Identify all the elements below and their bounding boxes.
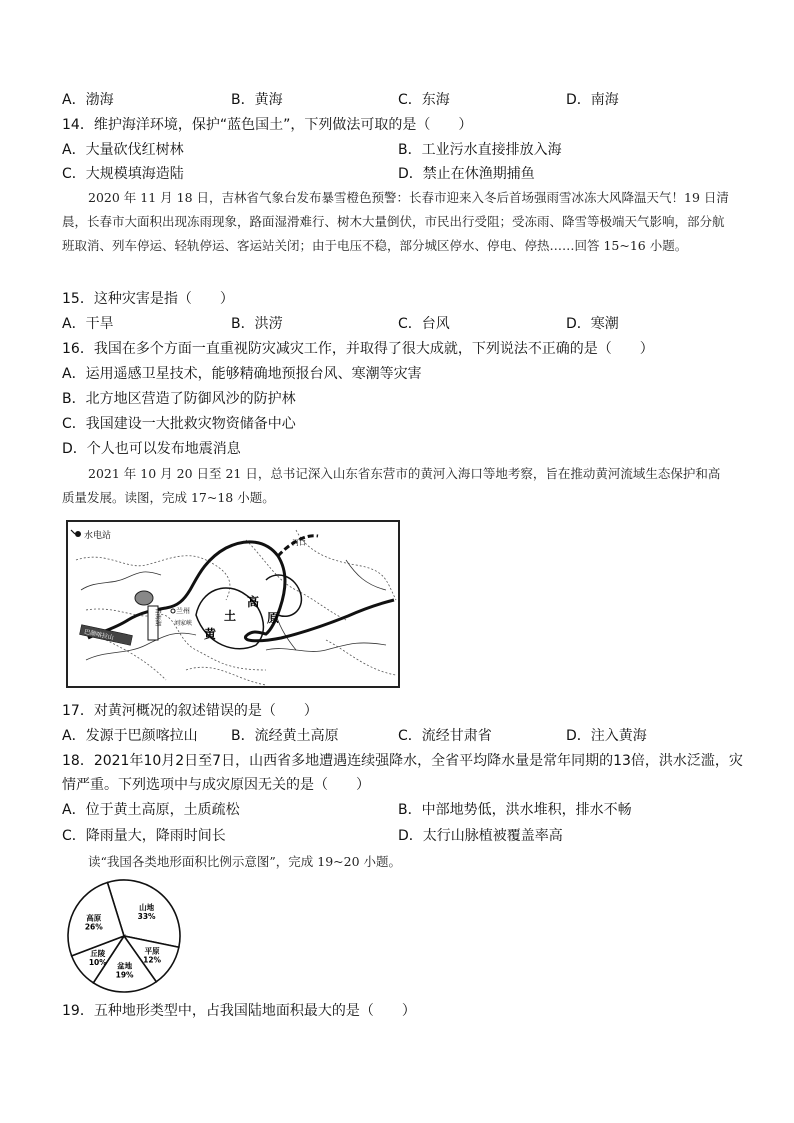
- q16-stem: 16．我国在多个方面一直重视防灾减灾工作，并取得了很大成就，下列说法不正确的是（ ）: [62, 341, 654, 357]
- pie-label-basin: 盆地: [117, 961, 133, 971]
- q13-option-d: D．南海: [566, 92, 619, 108]
- pie-value-plain: 12%: [143, 955, 162, 965]
- map-label-liujiaxia: 刘家峡: [174, 620, 193, 627]
- map-label-huang: 黄: [204, 627, 217, 641]
- q18-stem-line1: 18．2021年10月2日至7日，山西省多地遭遇连续强降水，全省平均降水量是常年同期的13倍，洪水泛滥，灾: [62, 753, 743, 769]
- q15-option-a: A．干旱: [62, 316, 114, 332]
- passage-17-18: [62, 462, 732, 510]
- map-label-vertical: 青海湖: [154, 608, 161, 627]
- pie-value-mountain: 33%: [137, 912, 156, 922]
- map-label-tu: 土: [224, 609, 237, 623]
- pie-value-basin: 19%: [115, 970, 134, 980]
- q13-option-a: A．渤海: [62, 92, 114, 108]
- pie-value-hill: 10%: [88, 958, 107, 967]
- q16-option-a: A．运用遥感卫星技术，能够精确地预报台风、寒潮等灾害: [62, 366, 422, 382]
- q17-option-a: A．发源于巴颜喀拉山: [62, 728, 198, 744]
- pie-label-mountain: 山地: [139, 903, 155, 913]
- pie-value-plateau: 26%: [84, 922, 103, 932]
- passage-17-18-text: 2021 年 10 月 20 日至 21 日，总书记深入山东省东营市的黄河入海口等地考察，旨在推动黄河流域生态保护和高质量发展。读图，完成 17~18 小题。: [62, 466, 721, 505]
- q14-stem: 14．维护海洋环境，保护“蓝色国土”，下列做法可取的是（ ）: [62, 117, 473, 133]
- passage-15-16-text: 2020 年 11 月 18 日，吉林省气象台发布暴雪橙色预警：长春市迎来入冬后首场强雨雪冰冻大风降温天气！19 日清晨，长春市大面积出现冻雨现象，路面湿滑难行、树木大量倒伏，市民出行受阻；受冻雨、降雪等极端天气影响，部分航班取消、列车停运、轻轨停运、客运站关闭；由于电压不稳，部分城区停水、停电、停热……回答 15~16 小题。: [62, 190, 729, 253]
- q15-option-c: C．台风: [398, 316, 450, 332]
- terrain-pie-chart: [64, 876, 184, 996]
- map-label-river-mouth: 河口: [292, 539, 306, 547]
- map-label-lanzhou: 兰州: [176, 607, 190, 615]
- q19-stem: 19．五种地形类型中，占我国陆地面积最大的是（ ）: [62, 1003, 416, 1019]
- q15-option-d: D．寒潮: [566, 316, 619, 332]
- q18-stem-line2: 情严重。下列选项中与成灾原因无关的是（ ）: [62, 777, 370, 793]
- q18-option-c: C．降雨量大，降雨时间长: [62, 828, 226, 844]
- pie-label-plain: 平原: [144, 946, 160, 956]
- passage-15-16: [62, 186, 732, 258]
- q14-option-b: B．工业污水直接排放入海: [398, 142, 562, 158]
- q14-option-d: D．禁止在休渔期捕鱼: [398, 166, 535, 182]
- q13-option-b: B．黄海: [231, 92, 283, 108]
- q17-option-c: C．流经甘肃省: [398, 728, 492, 744]
- map-label-yuan: 原: [267, 611, 280, 625]
- q16-option-b: B．北方地区营造了防御风沙的防护林: [62, 391, 296, 407]
- q14-option-c: C．大规模填海造陆: [62, 166, 184, 182]
- q17-option-b: B．流经黄土高原: [231, 728, 339, 744]
- q15-option-b: B．洪涝: [231, 316, 283, 332]
- q18-option-d: D．太行山脉植被覆盖率高: [398, 828, 563, 844]
- q16-option-d: D．个人也可以发布地震消息: [62, 441, 241, 457]
- legend-hydropower-label: 水电站: [84, 531, 112, 541]
- map-label-gao: 高: [247, 595, 260, 609]
- map-label-bayan-har: 巴颜喀拉山: [83, 628, 115, 642]
- q18-option-b: B．中部地势低，洪水堆积，排水不畅: [398, 802, 632, 818]
- q15-stem: 15．这种灾害是指（ ）: [62, 291, 234, 307]
- q17-option-d: D．注入黄海: [566, 728, 647, 744]
- passage-19-20: 读“我国各类地形面积比例示意图”，完成 19~20 小题。: [88, 854, 402, 869]
- q17-stem: 17．对黄河概况的叙述错误的是（ ）: [62, 703, 318, 719]
- q13-option-c: C．东海: [398, 92, 450, 108]
- q16-option-c: C．我国建设一大批救灾物资储备中心: [62, 416, 296, 432]
- q14-option-a: A．大量砍伐红树林: [62, 142, 184, 158]
- pie-label-hill: 丘陵: [90, 949, 106, 958]
- yellow-river-map: [66, 520, 400, 688]
- q18-option-a: A．位于黄土高原，土质疏松: [62, 802, 240, 818]
- pie-label-plateau: 高原: [86, 913, 102, 923]
